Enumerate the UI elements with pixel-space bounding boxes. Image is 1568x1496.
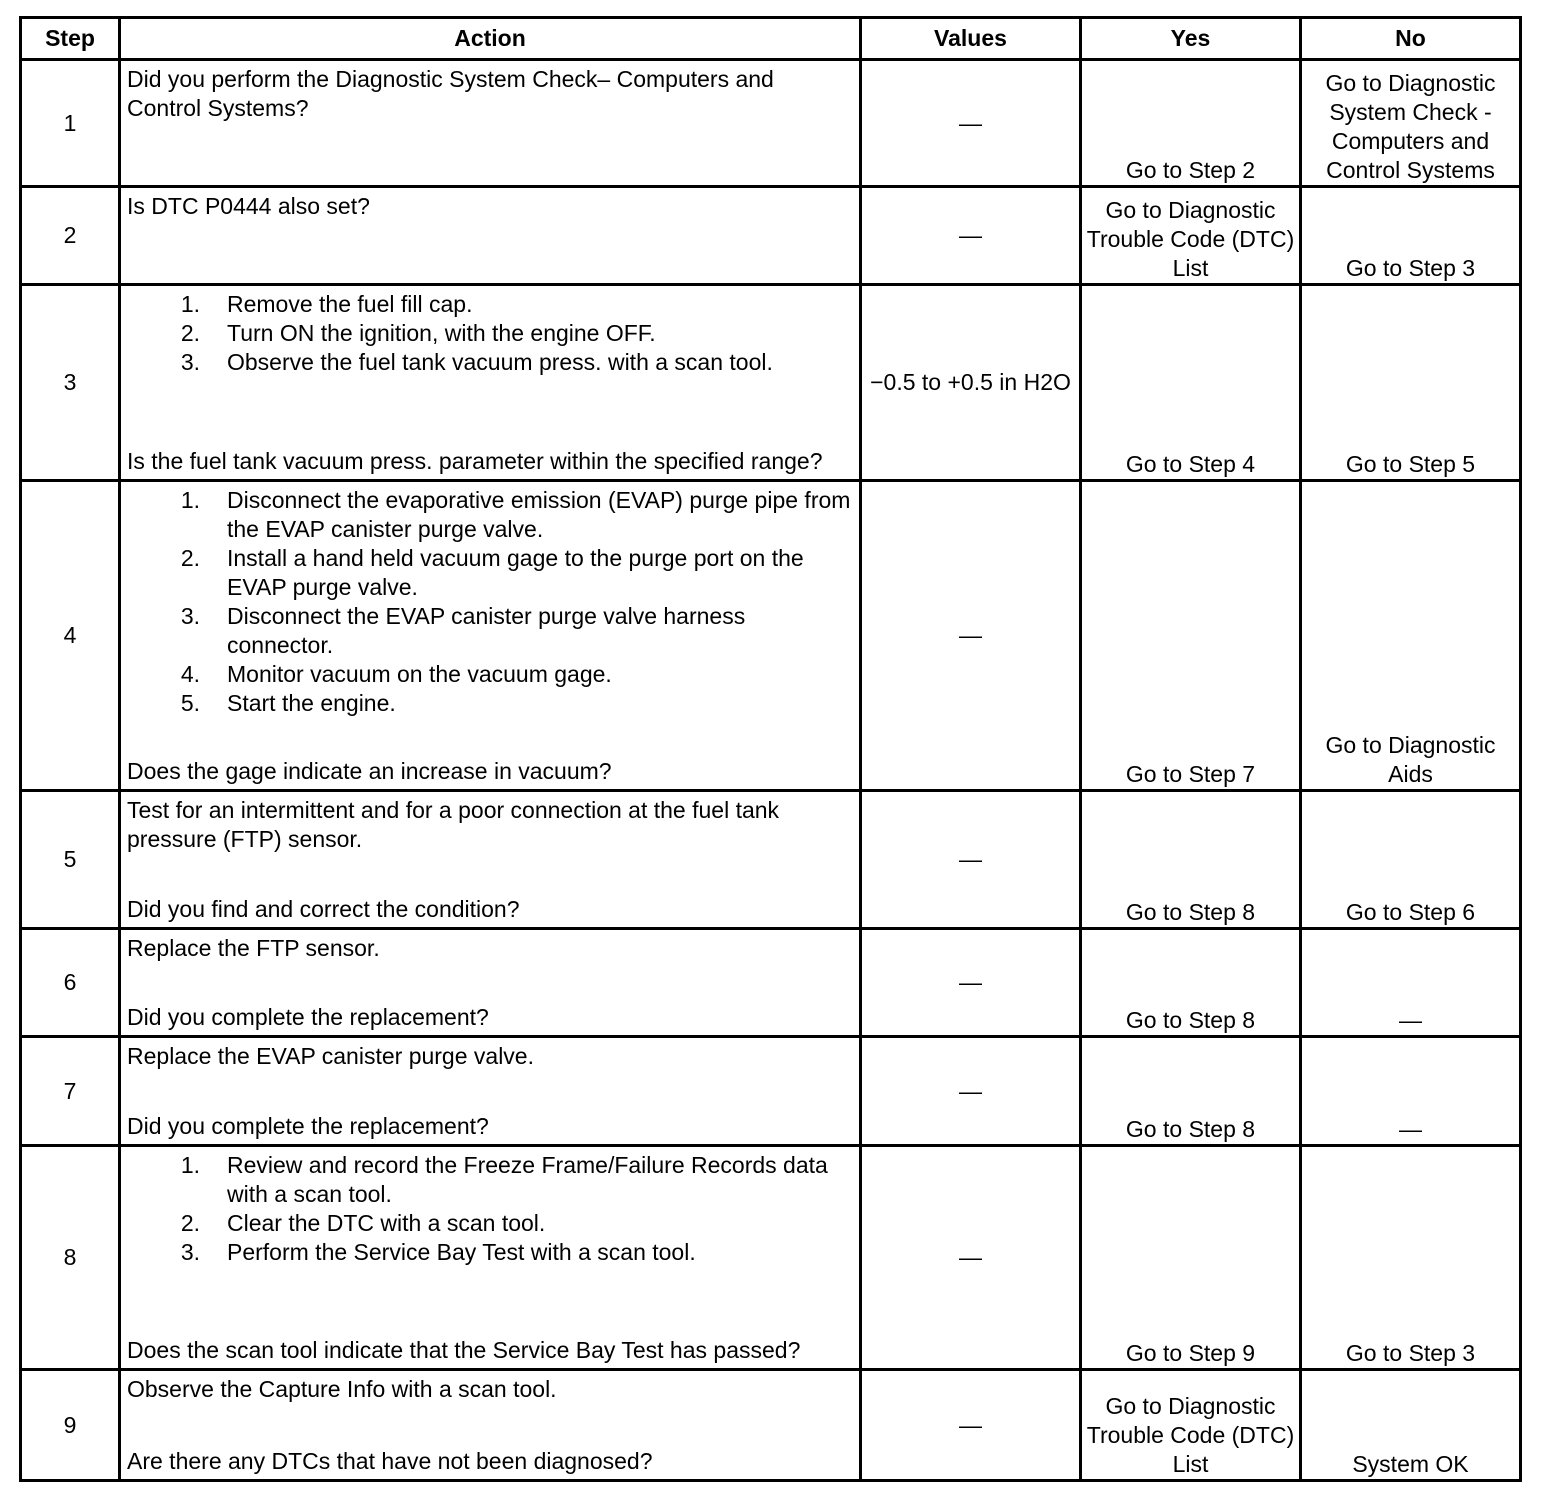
action-steps <box>127 1151 853 1267</box>
step-number: 8 <box>21 1146 120 1370</box>
list-item: 1. Review and record the Freeze Frame/Failure Records data with a scan tool. <box>180 1152 828 1207</box>
list-item: 3. Perform the Service Bay Test with a scan tool. <box>180 1239 696 1265</box>
action-cell <box>120 791 861 929</box>
action-steps <box>127 290 853 377</box>
yes-cell: Go to Step 2 <box>1081 60 1301 187</box>
yes-cell: Go to Step 8 <box>1081 1037 1301 1146</box>
header-row <box>21 18 1521 60</box>
yes-cell: Go to Step 8 <box>1081 791 1301 929</box>
step-number: 7 <box>21 1037 120 1146</box>
action-question: Did you find and correct the condition? <box>127 896 520 922</box>
values-cell: −0.5 to +0.5 in H2O <box>861 285 1081 481</box>
table-body <box>21 60 1521 1481</box>
step-number: 1 <box>21 60 120 187</box>
list-item: 2. Clear the DTC with a scan tool. <box>180 1210 546 1236</box>
table-row <box>21 1146 1521 1370</box>
yes-cell: Go to Step 8 <box>1081 929 1301 1037</box>
yes-cell: Go to Step 9 <box>1081 1146 1301 1370</box>
action-cell <box>120 187 861 285</box>
values-cell: — <box>861 187 1081 285</box>
yes-cell: Go to Diagnostic Trouble Code (DTC) List <box>1081 1370 1301 1481</box>
action-text: Test for an intermittent and for a poor connection at the fuel tank pressure (FTP) sensor. <box>127 797 780 852</box>
action-text: Replace the FTP sensor. <box>127 935 380 961</box>
list-item: 4. Monitor vacuum on the vacuum gage. <box>180 661 612 687</box>
no-cell: Go to Diagnostic Aids <box>1301 481 1521 791</box>
values-cell: — <box>861 1370 1081 1481</box>
list-item: 1. Remove the fuel fill cap. <box>180 291 473 317</box>
step-number: 3 <box>21 285 120 481</box>
action-cell <box>120 1146 861 1370</box>
action-question: Does the scan tool indicate that the Service Bay Test has passed? <box>127 1337 801 1363</box>
action-text: Observe the Capture Info with a scan tool. <box>127 1376 557 1402</box>
table-row <box>21 285 1521 481</box>
action-text: Is DTC P0444 also set? <box>127 193 370 219</box>
table-row <box>21 481 1521 791</box>
action-question: Is the fuel tank vacuum press. parameter within the specified range? <box>127 448 823 474</box>
values-cell: — <box>861 481 1081 791</box>
list-item: 2. Install a hand held vacuum gage to the purge port on the EVAP purge valve. <box>180 545 804 600</box>
values-cell: — <box>861 60 1081 187</box>
yes-cell: Go to Step 7 <box>1081 481 1301 791</box>
table-row <box>21 791 1521 929</box>
step-number: 2 <box>21 187 120 285</box>
table-row <box>21 187 1521 285</box>
yes-cell: Go to Diagnostic Trouble Code (DTC) List <box>1081 187 1301 285</box>
table-row <box>21 60 1521 187</box>
yes-cell: Go to Step 4 <box>1081 285 1301 481</box>
action-steps <box>127 486 853 718</box>
action-cell <box>120 285 861 481</box>
diagnostic-table <box>19 16 1522 1482</box>
header-step: Step <box>21 18 120 60</box>
values-cell: — <box>861 1037 1081 1146</box>
list-item: 3. Observe the fuel tank vacuum press. with a scan tool. <box>180 349 773 375</box>
list-item: 2. Turn ON the ignition, with the engine OFF. <box>180 320 656 346</box>
values-cell: — <box>861 791 1081 929</box>
step-number: 9 <box>21 1370 120 1481</box>
table-row <box>21 1037 1521 1146</box>
action-question: Does the gage indicate an increase in vacuum? <box>127 758 612 784</box>
step-number: 6 <box>21 929 120 1037</box>
values-cell: — <box>861 929 1081 1037</box>
action-question: Did you complete the replacement? <box>127 1113 489 1139</box>
no-cell: Go to Step 5 <box>1301 285 1521 481</box>
no-cell: System OK <box>1301 1370 1521 1481</box>
no-cell: Go to Diagnostic System Check - Computers and Control Systems <box>1301 60 1521 187</box>
action-text: Replace the EVAP canister purge valve. <box>127 1043 534 1069</box>
step-number: 5 <box>21 791 120 929</box>
no-cell: Go to Step 3 <box>1301 187 1521 285</box>
action-text: Did you perform the Diagnostic System Check– Computers and Control Systems? <box>127 66 774 121</box>
list-item: 3. Disconnect the EVAP canister purge valve harness connector. <box>180 603 746 658</box>
action-cell <box>120 1037 861 1146</box>
action-cell <box>120 929 861 1037</box>
header-values: Values <box>861 18 1081 60</box>
list-item: 1. Disconnect the evaporative emission (EVAP) purge pipe from the EVAP canister purge valve. <box>180 487 851 542</box>
action-cell <box>120 481 861 791</box>
no-cell: — <box>1301 929 1521 1037</box>
values-cell: — <box>861 1146 1081 1370</box>
action-cell <box>120 1370 861 1481</box>
step-number: 4 <box>21 481 120 791</box>
no-cell: Go to Step 6 <box>1301 791 1521 929</box>
list-item: 5. Start the engine. <box>180 690 396 716</box>
table-row <box>21 1370 1521 1481</box>
header-no: No <box>1301 18 1521 60</box>
header-yes: Yes <box>1081 18 1301 60</box>
header-action: Action <box>120 18 861 60</box>
action-question: Did you complete the replacement? <box>127 1004 489 1030</box>
no-cell: Go to Step 3 <box>1301 1146 1521 1370</box>
action-question: Are there any DTCs that have not been diagnosed? <box>127 1448 653 1474</box>
action-cell <box>120 60 861 187</box>
table-row <box>21 929 1521 1037</box>
no-cell: — <box>1301 1037 1521 1146</box>
